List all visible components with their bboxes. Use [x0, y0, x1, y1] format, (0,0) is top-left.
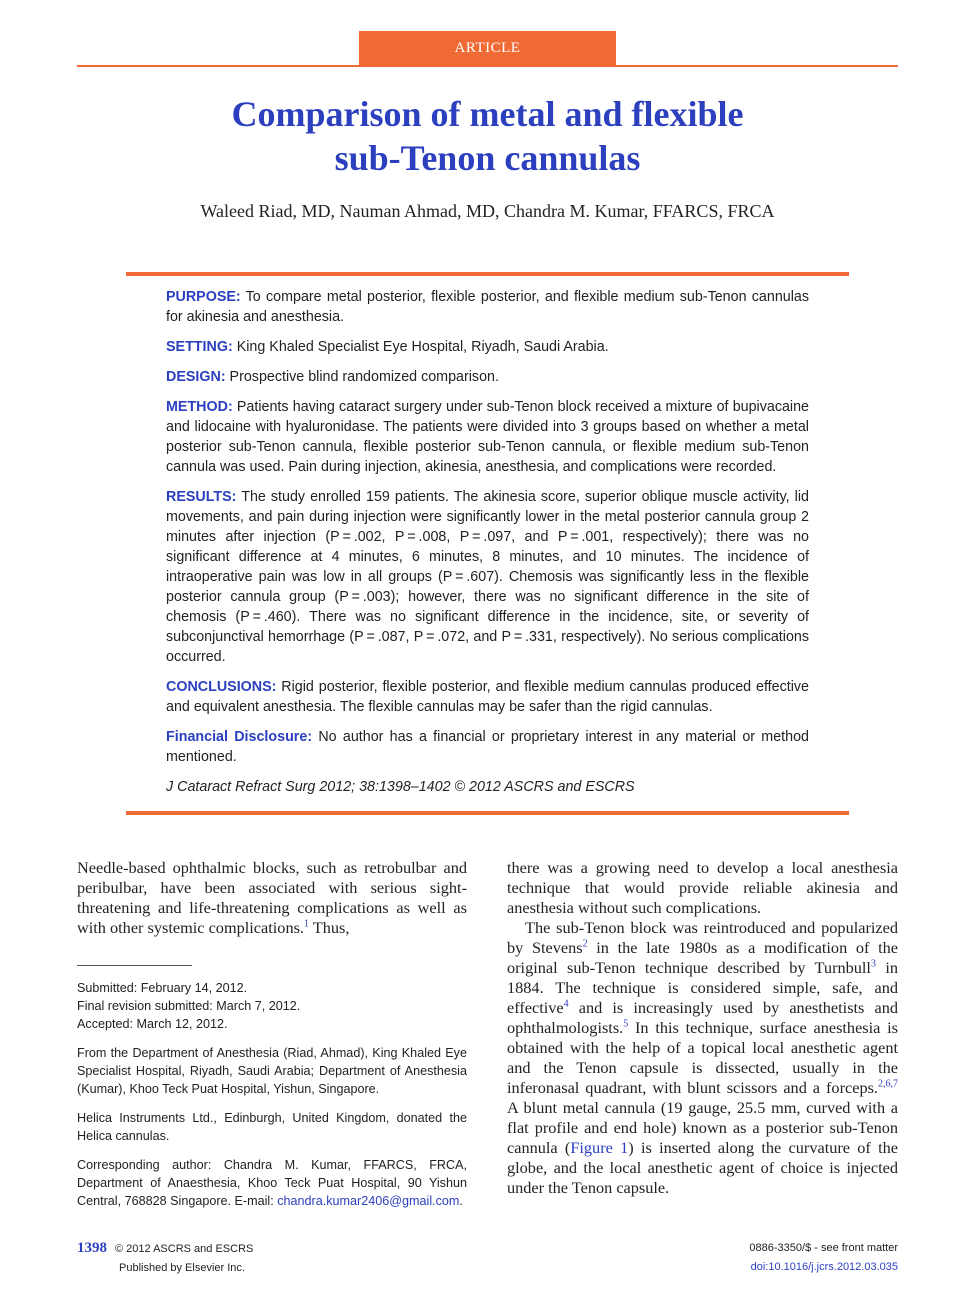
- intro-text: Needle-based ophthalmic blocks, such as retrobulbar and peribulbar, have been associated with serious sight-threatening and life-threatening complications as well as with other systemic complications.: [77, 858, 467, 937]
- design-text: Prospective blind randomized comparison.: [225, 369, 499, 385]
- doi-link[interactable]: doi:10.1016/j.jcrs.2012.03.035: [750, 1261, 898, 1273]
- design-label: DESIGN:: [166, 369, 226, 385]
- ref-5[interactable]: 5: [623, 1018, 629, 1030]
- conclusions-label: CONCLUSIONS:: [166, 679, 277, 695]
- footer-line-1: [77, 1239, 477, 1259]
- abstract-top-rule: [126, 272, 849, 276]
- p2-text-g: ) is inserted along the curvature of the globe, and the local anesthetic agent of choice is injected under the Tenon capsule.: [507, 1138, 899, 1197]
- figure-1-link[interactable]: Figure 1: [570, 1138, 629, 1157]
- email-tail: .: [459, 1194, 463, 1208]
- revision-date: Final revision submitted: March 7, 2012.: [77, 999, 301, 1013]
- right-paragraph-2: [507, 918, 898, 1198]
- disclosure-label: Financial Disclosure:: [166, 729, 313, 745]
- p2-text-e: In this technique, surface anesthesia is obtained with the help of a topical local anesthetic agent and the Tenon capsule is dissected, usually in the inferonasal quadrant, with blunt scissors and a forceps.: [507, 1018, 898, 1097]
- ref-2[interactable]: 2: [582, 938, 588, 950]
- author-list: Waleed Riad, MD, Nauman Ahmad, MD, Chandra M. Kumar, FFARCS, FRCA: [200, 201, 775, 221]
- body-left-column: [77, 858, 467, 938]
- ref-3[interactable]: 3: [870, 958, 876, 970]
- footnotes: [77, 979, 467, 1221]
- footer-publisher: Published by Elsevier Inc.: [119, 1262, 245, 1274]
- title-line-2: sub-Tenon cannulas: [334, 138, 641, 178]
- intro-paragraph: [77, 858, 467, 938]
- p2-text-b: in the late 1980s as a modification of the original sub-Tenon technique described by Turnbull: [507, 938, 899, 977]
- right-paragraph-1: there was a growing need to develop a local anesthesia technique that would provide reliable akinesia and anesthesia without such complications.: [507, 858, 898, 917]
- header-rule: [77, 65, 898, 67]
- article-type-tag: ARTICLE: [359, 31, 616, 65]
- footer-issn: 0886-3350/$ - see front matter: [749, 1242, 898, 1254]
- p2-text-c: in 1884. The technique is considered simple, safe, and effective: [507, 958, 898, 1017]
- body-right-column: [507, 858, 898, 1198]
- article-title: [100, 92, 875, 180]
- intro-tail: Thus,: [309, 918, 350, 937]
- footnote-rule: [77, 965, 192, 966]
- conclusions-text: Rigid posterior, flexible posterior, and flexible medium cannulas produced effective and equivalent anesthesia. The flexible cannulas may be safer than the rigid cannulas.: [166, 679, 809, 715]
- ref-2-6-7[interactable]: 2,6,7: [878, 1078, 898, 1090]
- results-text: The study enrolled 159 patients. The akinesia score, superior oblique muscle activity, lid movements, and pain during injection were significantly lower in the metal posterior cannula group 2 minutes after injection (P = .002, P = .008, P = .097, and P = .001, respectively); there was no significant difference at 4 minutes, 6 minutes, 8 minutes, and 10 minutes. The incidence of intraoperative pain was low in all groups (P = .607). Chemosis was significantly less in the flexible posterior cannula group (P = .003); however, there was no significant difference in the site of chemosis (P = .460). There was no significant difference in the incidence, site, or severity of subconjunctival hemorrhage (P = .087, P = .072, and P = .331, respectively). No serious complications occurred.: [166, 489, 809, 665]
- footer-copyright: © 2012 ASCRS and ESCRS: [115, 1243, 254, 1255]
- disclosure-text: No author has a financial or proprietary interest in any material or method mentioned.: [166, 729, 809, 765]
- accepted-date: Accepted: March 12, 2012.: [77, 1017, 228, 1031]
- corresponding-author: [77, 1156, 467, 1210]
- footer-right: [498, 1239, 898, 1277]
- footer-left: [77, 1239, 477, 1278]
- p2-text-d: and is increasingly used by anesthetists and ophthalmologists.: [507, 998, 898, 1037]
- p2-text-a: The sub-Tenon block was reintroduced and popularized by Stevens: [507, 918, 898, 957]
- donation-note: Helica Instruments Ltd., Edinburgh, United Kingdom, donated the Helica cannulas.: [77, 1111, 467, 1143]
- ref-4[interactable]: 4: [563, 998, 569, 1010]
- purpose-text: To compare metal posterior, flexible posterior, and flexible medium sub-Tenon cannulas for akinesia and anesthesia.: [166, 289, 809, 325]
- journal-citation: J Cataract Refract Surg 2012; 38:1398–1402 © 2012 ASCRS and ESCRS: [166, 779, 635, 795]
- purpose-label: PURPOSE:: [166, 289, 241, 305]
- page-number: 1398: [77, 1240, 107, 1256]
- abstract-setting: [166, 337, 809, 357]
- method-text: Patients having cataract surgery under sub-Tenon block received a mixture of bupivacaine and lidocaine with hyaluronidase. The patients were divided into 3 groups based on whether a metal posterior sub-Tenon cannula, flexible posterior sub-Tenon cannula, or flexible medium sub-Tenon cannula was used. Pain during injection, akinesia, anesthesia, and complications were recorded.: [166, 399, 809, 475]
- abstract: [166, 287, 809, 807]
- affiliation-note: From the Department of Anesthesia (Riad, Ahmad), King Khaled Eye Specialist Hospital, Riyadh, Saudi Arabia; Department of Anesthesia (Kumar), Khoo Teck Puat Hospital, Yishun, Singapore.: [77, 1046, 467, 1096]
- corresponding-text: Corresponding author: Chandra M. Kumar, FFARCS, FRCA, Department of Anaesthesia, Khoo Teck Puat Hospital, 90 Yishun Central, 768828 Singapore. E-mail:: [77, 1158, 467, 1208]
- abstract-disclosure: [166, 727, 809, 767]
- abstract-bottom-rule: [126, 811, 849, 815]
- title-line-1: Comparison of metal and flexible: [231, 94, 744, 134]
- abstract-method: [166, 397, 809, 477]
- results-label: RESULTS:: [166, 489, 237, 505]
- abstract-purpose: [166, 287, 809, 327]
- ref-1[interactable]: 1: [304, 918, 309, 930]
- author-email-link[interactable]: chandra.kumar2406@gmail.com: [277, 1194, 460, 1208]
- method-label: METHOD:: [166, 399, 233, 415]
- setting-label: SETTING:: [166, 339, 233, 355]
- p2-text-f: A blunt metal cannula (19 gauge, 25.5 mm, curved with a flat profile and end hole) known as a posterior sub-Tenon cannula (: [507, 1098, 898, 1157]
- setting-text: King Khaled Specialist Eye Hospital, Riyadh, Saudi Arabia.: [232, 339, 609, 355]
- abstract-results: [166, 487, 809, 667]
- submitted-date: Submitted: February 14, 2012.: [77, 981, 248, 995]
- abstract-design: [166, 367, 809, 387]
- abstract-conclusions: [166, 677, 809, 717]
